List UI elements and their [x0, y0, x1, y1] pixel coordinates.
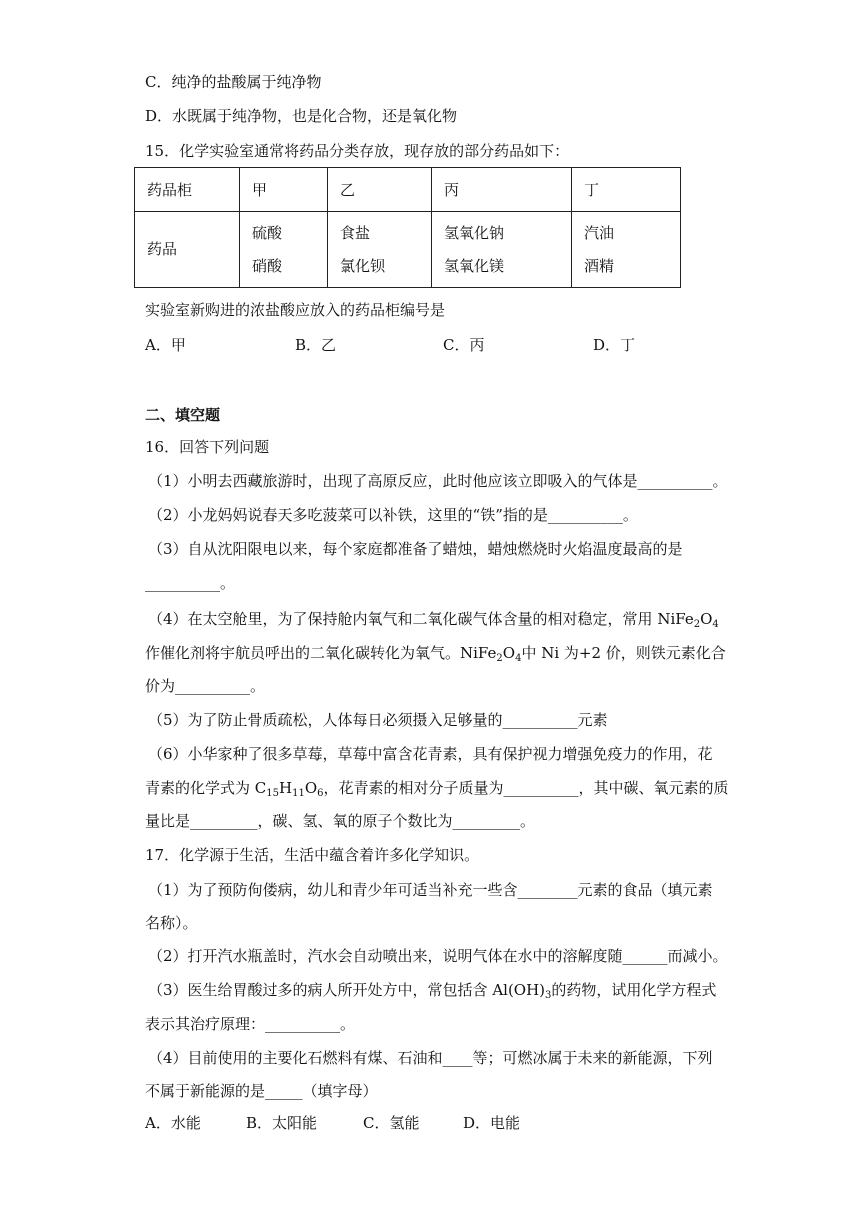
- table-header-row: [135, 168, 681, 212]
- q14-option-c: C．纯净的盐酸属于纯净物: [145, 73, 322, 91]
- q16-part-2: （2）小龙妈妈说春天多吃菠菜可以补铁，这里的“铁”指的是__________。: [148, 506, 638, 524]
- table-cell: 氢氧化钠 氢氧化镁: [432, 212, 572, 288]
- section-title: 二、填空题: [145, 406, 221, 424]
- table-cell: 食盐 氯化钡: [328, 212, 432, 288]
- table-cell: 汽油 酒精: [572, 212, 681, 288]
- table-header-cell: 丙: [432, 168, 572, 212]
- q17-option-b: B．太阳能: [246, 1114, 318, 1132]
- medicine-cabinet-table: [134, 167, 681, 288]
- q17-option-a: A．水能: [145, 1114, 201, 1132]
- q16-stem: 16．回答下列问题: [145, 438, 270, 456]
- q17-part-3: （3）医生给胃酸过多的病人所开处方中，常包括含 $Al(OH)_3$的药物，试用化学方程式: [148, 981, 717, 1001]
- q17-option-d: D．电能: [463, 1114, 521, 1132]
- q16-part-4: （4）在太空舱里，为了保持舱内氧气和二氧化碳气体含量的相对稳定，常用 $NiFe_2O_4$: [148, 610, 719, 630]
- q16-part-4-cont: 作催化剂将宇航员呼出的二氧化碳转化为氧气。$NiFe_2O_4$中 Ni 为+2 价，则铁元素化合: [145, 644, 726, 664]
- q17-part-1-cont: 名称）。: [145, 914, 198, 932]
- q17-part-4: （4）目前使用的主要化石燃料有煤、石油和____等；可燃冰属于未来的新能源，下列: [148, 1049, 713, 1067]
- q17-option-c: C．氢能: [363, 1114, 420, 1132]
- q16-part-3: （3）自从沈阳限电以来，每个家庭都准备了蜡烛，蜡烛燃烧时火焰温度最高的是: [148, 540, 683, 558]
- q17-part-3-cont: 表示其治疗原理：__________。: [145, 1015, 356, 1033]
- table-cell: 硫酸 硝酸: [240, 212, 328, 288]
- q15-option-c: C．丙: [443, 336, 485, 354]
- table-row-label: 药品: [135, 212, 240, 288]
- q15-question: 实验室新购进的浓盐酸应放入的药品柜编号是: [145, 301, 446, 319]
- q14-option-d: D．水既属于纯净物，也是化合物，还是氧化物: [145, 107, 458, 125]
- table-row: [135, 212, 681, 288]
- q17-part-1: （1）为了预防佝偻病，幼儿和青少年可适当补充一些含________元素的食品（填元素: [148, 881, 713, 899]
- q15-stem: 15．化学实验室通常将药品分类存放，现存放的部分药品如下：: [145, 142, 570, 160]
- table-header-cell: 丁: [572, 168, 681, 212]
- table-header-cell: 甲: [240, 168, 328, 212]
- q15-option-d: D．丁: [593, 336, 636, 354]
- q16-part-4-cont: 价为__________。: [145, 677, 266, 695]
- q17-part-2: （2）打开汽水瓶盖时，汽水会自动喷出来，说明气体在水中的溶解度随______而减小。: [148, 947, 728, 965]
- q16-part-3-cont: __________。: [145, 574, 236, 592]
- q16-part-6-cont: 青素的化学式为 $C_{15}H_{11}O_6$，花青素的相对分子质量为__________，其中碳、氧元素的质: [145, 779, 729, 799]
- q17-part-4-cont: 不属于新能源的是_____（填字母）: [145, 1082, 378, 1100]
- q16-part-1: （1）小明去西藏旅游时，出现了高原反应，此时他应该立即吸入的气体是__________。: [148, 472, 728, 490]
- q16-part-6-cont: 量比是_________，碳、氢、氧的原子个数比为_________。: [145, 812, 536, 830]
- q15-option-b: B．乙: [295, 336, 337, 354]
- q16-part-5: （5）为了防止骨质疏松，人体每日必须摄入足够量的__________元素: [148, 711, 608, 729]
- q16-part-6: （6）小华家种了很多草莓，草莓中富含花青素，具有保护视力增强免疫力的作用，花: [148, 745, 713, 763]
- table-header-cell: 药品柜: [135, 168, 240, 212]
- q17-stem: 17．化学源于生活，生活中蕴含着许多化学知识。: [145, 846, 480, 864]
- table-header-cell: 乙: [328, 168, 432, 212]
- q15-option-a: A．甲: [145, 336, 186, 354]
